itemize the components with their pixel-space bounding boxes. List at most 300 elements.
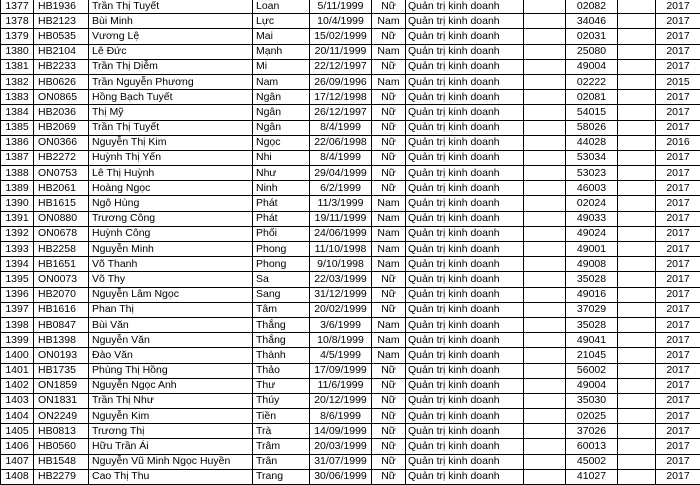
empty-cell [618,211,656,226]
major-cell: Quản trị kinh doanh [406,211,524,226]
dob-cell: 11/10/1998 [310,242,372,257]
student-id-cell: HB2279 [34,469,89,484]
table-row [1,211,700,226]
stt-cell: 1408 [1,469,34,484]
first-name-cell: Ninh [253,181,310,196]
empty-cell [618,196,656,211]
stt-cell: 1406 [1,439,34,454]
year-cell: 2017 [656,44,700,59]
student-id-cell: HB2123 [34,14,89,29]
student-id-cell: HB2104 [34,44,89,59]
empty-cell [524,302,566,317]
score-code-cell: 49001 [566,242,618,257]
score-code-cell: 54015 [566,105,618,120]
stt-cell: 1383 [1,90,34,105]
table-row [1,317,700,332]
table-row [1,424,700,439]
gender-cell: Nữ [372,150,406,165]
dob-cell: 20/11/1999 [310,44,372,59]
stt-cell: 1395 [1,272,34,287]
table-row [1,469,700,484]
last-name-cell: Bùi Văn [89,317,253,332]
last-name-cell: Nguyễn Minh [89,242,253,257]
first-name-cell: Phong [253,242,310,257]
score-code-cell: 49024 [566,226,618,241]
major-cell: Quản trị kinh doanh [406,317,524,332]
year-cell: 2017 [656,29,700,44]
score-code-cell: 46003 [566,181,618,196]
last-name-cell: Huỳnh Thị Yến [89,150,253,165]
year-cell: 2017 [656,59,700,74]
stt-cell: 1403 [1,393,34,408]
empty-cell [618,257,656,272]
stt-cell: 1379 [1,29,34,44]
table-row [1,409,700,424]
empty-cell [618,272,656,287]
dob-cell: 20/02/1999 [310,302,372,317]
first-name-cell: Nam [253,74,310,89]
dob-cell: 11/3/1999 [310,196,372,211]
student-id-cell: ON0678 [34,226,89,241]
table-row [1,150,700,165]
stt-cell: 1378 [1,14,34,29]
empty-cell [618,59,656,74]
gender-cell: Nam [372,14,406,29]
gender-cell: Nữ [372,90,406,105]
table-row [1,348,700,363]
first-name-cell: Trâm [253,439,310,454]
first-name-cell: Ngọc [253,135,310,150]
dob-cell: 4/5/1999 [310,348,372,363]
first-name-cell: Ngân [253,120,310,135]
score-code-cell: 34046 [566,14,618,29]
empty-cell [618,150,656,165]
student-id-cell: HB1615 [34,196,89,211]
stt-cell: 1404 [1,409,34,424]
year-cell: 2017 [656,0,700,14]
year-cell: 2016 [656,135,700,150]
student-id-cell: HB0560 [34,439,89,454]
score-code-cell: 45002 [566,454,618,469]
first-name-cell: Phối [253,226,310,241]
table-row [1,135,700,150]
empty-cell [618,363,656,378]
stt-cell: 1385 [1,120,34,135]
year-cell: 2017 [656,454,700,469]
gender-cell: Nữ [372,105,406,120]
empty-cell [524,196,566,211]
stt-cell: 1387 [1,150,34,165]
stt-cell: 1396 [1,287,34,302]
year-cell: 2017 [656,363,700,378]
score-code-cell: 35028 [566,317,618,332]
first-name-cell: Trang [253,469,310,484]
major-cell: Quản trị kinh doanh [406,226,524,241]
stt-cell: 1401 [1,363,34,378]
table-row [1,166,700,181]
major-cell: Quản trị kinh doanh [406,181,524,196]
gender-cell: Nam [372,44,406,59]
last-name-cell: Nguyễn Vũ Minh Ngọc Huyền [89,454,253,469]
empty-cell [618,120,656,135]
year-cell: 2017 [656,409,700,424]
empty-cell [524,211,566,226]
last-name-cell: Lê Đức [89,44,253,59]
dob-cell: 24/06/1999 [310,226,372,241]
stt-cell: 1388 [1,166,34,181]
gender-cell: Nam [372,74,406,89]
dob-cell: 5/11/1999 [310,0,372,14]
student-id-cell: ON0366 [34,135,89,150]
table-row [1,90,700,105]
dob-cell: 6/2/1999 [310,181,372,196]
score-code-cell: 37026 [566,424,618,439]
table-row [1,242,700,257]
last-name-cell: Trần Thị Tuyết [89,0,253,14]
major-cell: Quản trị kinh doanh [406,0,524,14]
last-name-cell: Trần Nguyễn Phương [89,74,253,89]
last-name-cell: Võ Thy [89,272,253,287]
first-name-cell: Thành [253,348,310,363]
gender-cell: Nữ [372,29,406,44]
year-cell: 2017 [656,378,700,393]
table-body [1,0,700,485]
student-id-cell: HB1398 [34,333,89,348]
major-cell: Quản trị kinh doanh [406,363,524,378]
table-row [1,378,700,393]
last-name-cell: Hồng Bạch Tuyết [89,90,253,105]
table-row [1,439,700,454]
dob-cell: 11/6/1999 [310,378,372,393]
stt-cell: 1405 [1,424,34,439]
empty-cell [524,44,566,59]
year-cell: 2017 [656,424,700,439]
student-id-cell: HB2070 [34,287,89,302]
dob-cell: 8/4/1999 [310,150,372,165]
empty-cell [524,439,566,454]
last-name-cell: Huỳnh Công [89,226,253,241]
gender-cell: Nữ [372,454,406,469]
major-cell: Quản trị kinh doanh [406,287,524,302]
first-name-cell: Phát [253,211,310,226]
dob-cell: 9/10/1998 [310,257,372,272]
student-id-cell: HB1735 [34,363,89,378]
empty-cell [524,333,566,348]
table-row [1,287,700,302]
major-cell: Quản trị kinh doanh [406,242,524,257]
score-code-cell: 02081 [566,90,618,105]
gender-cell: Nam [372,317,406,332]
table-row [1,393,700,408]
dob-cell: 20/12/1999 [310,393,372,408]
year-cell: 2017 [656,272,700,287]
stt-cell: 1392 [1,226,34,241]
gender-cell: Nữ [372,424,406,439]
major-cell: Quản trị kinh doanh [406,105,524,120]
empty-cell [618,393,656,408]
student-id-cell: ON0880 [34,211,89,226]
first-name-cell: Tâm [253,302,310,317]
score-code-cell: 49004 [566,59,618,74]
year-cell: 2017 [656,302,700,317]
student-id-cell: ON0865 [34,90,89,105]
table-row [1,14,700,29]
dob-cell: 19/11/1999 [310,211,372,226]
major-cell: Quản trị kinh doanh [406,348,524,363]
last-name-cell: Phùng Thị Hồng [89,363,253,378]
empty-cell [524,150,566,165]
empty-cell [524,0,566,14]
dob-cell: 10/4/1999 [310,14,372,29]
table-row [1,181,700,196]
empty-cell [618,90,656,105]
student-id-cell: HB2258 [34,242,89,257]
major-cell: Quản trị kinh doanh [406,166,524,181]
year-cell: 2017 [656,287,700,302]
table-row [1,302,700,317]
empty-cell [524,90,566,105]
table-row [1,74,700,89]
gender-cell: Nam [372,226,406,241]
year-cell: 2017 [656,150,700,165]
student-id-cell: HB1548 [34,454,89,469]
empty-cell [524,272,566,287]
gender-cell: Nữ [372,363,406,378]
major-cell: Quản trị kinh doanh [406,272,524,287]
empty-cell [618,44,656,59]
first-name-cell: Sang [253,287,310,302]
stt-cell: 1380 [1,44,34,59]
gender-cell: Nữ [372,166,406,181]
gender-cell: Nữ [372,302,406,317]
major-cell: Quản trị kinh doanh [406,469,524,484]
dob-cell: 26/12/1997 [310,105,372,120]
major-cell: Quản trị kinh doanh [406,90,524,105]
student-id-cell: ON0193 [34,348,89,363]
empty-cell [618,302,656,317]
score-code-cell: 21045 [566,348,618,363]
empty-cell [524,74,566,89]
stt-cell: 1399 [1,333,34,348]
first-name-cell: Như [253,166,310,181]
empty-cell [618,424,656,439]
table-row [1,29,700,44]
empty-cell [524,287,566,302]
dob-cell: 17/09/1999 [310,363,372,378]
first-name-cell: Thảo [253,363,310,378]
empty-cell [524,348,566,363]
gender-cell: Nữ [372,0,406,14]
stt-cell: 1390 [1,196,34,211]
major-cell: Quản trị kinh doanh [406,14,524,29]
score-code-cell: 02024 [566,196,618,211]
last-name-cell: Võ Thanh [89,257,253,272]
gender-cell: Nam [372,242,406,257]
last-name-cell: Hữu Trần Ái [89,439,253,454]
score-code-cell: 56002 [566,363,618,378]
stt-cell: 1377 [1,0,34,14]
gender-cell: Nữ [372,378,406,393]
stt-cell: 1402 [1,378,34,393]
major-cell: Quản trị kinh doanh [406,29,524,44]
year-cell: 2017 [656,226,700,241]
student-id-cell: HB0626 [34,74,89,89]
last-name-cell: Trần Thị Như [89,393,253,408]
empty-cell [618,14,656,29]
gender-cell: Nữ [372,287,406,302]
student-id-cell: HB0535 [34,29,89,44]
major-cell: Quản trị kinh doanh [406,44,524,59]
score-code-cell: 49008 [566,257,618,272]
student-id-cell: HB1651 [34,257,89,272]
empty-cell [618,226,656,241]
stt-cell: 1393 [1,242,34,257]
empty-cell [618,454,656,469]
last-name-cell: Vương Lệ [89,29,253,44]
last-name-cell: Phan Thị [89,302,253,317]
stt-cell: 1382 [1,74,34,89]
major-cell: Quản trị kinh doanh [406,59,524,74]
gender-cell: Nữ [372,181,406,196]
gender-cell: Nữ [372,59,406,74]
table-row [1,44,700,59]
first-name-cell: Thắng [253,333,310,348]
empty-cell [524,29,566,44]
stt-cell: 1394 [1,257,34,272]
empty-cell [524,135,566,150]
empty-cell [524,166,566,181]
first-name-cell: Mạnh [253,44,310,59]
gender-cell: Nam [372,257,406,272]
dob-cell: 22/06/1998 [310,135,372,150]
major-cell: Quản trị kinh doanh [406,454,524,469]
last-name-cell: Lê Thị Huỳnh [89,166,253,181]
first-name-cell: Sa [253,272,310,287]
dob-cell: 3/6/1999 [310,317,372,332]
empty-cell [618,317,656,332]
major-cell: Quản trị kinh doanh [406,196,524,211]
first-name-cell: Lực [253,14,310,29]
empty-cell [524,242,566,257]
year-cell: 2017 [656,196,700,211]
table-row [1,272,700,287]
empty-cell [618,409,656,424]
student-id-cell: HB2036 [34,105,89,120]
dob-cell: 15/02/1999 [310,29,372,44]
score-code-cell: 02031 [566,29,618,44]
year-cell: 2017 [656,181,700,196]
student-id-cell: HB0847 [34,317,89,332]
major-cell: Quản trị kinh doanh [406,393,524,408]
gender-cell: Nữ [372,393,406,408]
empty-cell [618,166,656,181]
student-id-cell: HB2233 [34,59,89,74]
student-id-cell: HB0813 [34,424,89,439]
year-cell: 2017 [656,211,700,226]
dob-cell: 31/07/1999 [310,454,372,469]
last-name-cell: Cao Thị Thu [89,469,253,484]
gender-cell: Nữ [372,120,406,135]
empty-cell [618,105,656,120]
first-name-cell: Phát [253,196,310,211]
gender-cell: Nữ [372,272,406,287]
score-code-cell: 35028 [566,272,618,287]
first-name-cell: Phong [253,257,310,272]
year-cell: 2017 [656,439,700,454]
last-name-cell: Ngô Hùng [89,196,253,211]
empty-cell [618,378,656,393]
last-name-cell: Nguyễn Văn [89,333,253,348]
empty-cell [618,439,656,454]
empty-cell [618,348,656,363]
empty-cell [524,363,566,378]
major-cell: Quản trị kinh doanh [406,302,524,317]
major-cell: Quản trị kinh doanh [406,439,524,454]
empty-cell [524,120,566,135]
empty-cell [618,181,656,196]
year-cell: 2017 [656,166,700,181]
first-name-cell: Mai [253,29,310,44]
table-row [1,59,700,74]
empty-cell [618,135,656,150]
score-code-cell: 53034 [566,150,618,165]
score-code-cell: 49041 [566,333,618,348]
empty-cell [524,469,566,484]
stt-cell: 1381 [1,59,34,74]
last-name-cell: Trần Thị Diễm [89,59,253,74]
last-name-cell: Trương Công [89,211,253,226]
empty-cell [524,393,566,408]
score-code-cell: 35030 [566,393,618,408]
empty-cell [618,29,656,44]
year-cell: 2015 [656,74,700,89]
student-id-cell: HB2069 [34,120,89,135]
table-row [1,0,700,14]
major-cell: Quản trị kinh doanh [406,150,524,165]
score-code-cell: 49033 [566,211,618,226]
gender-cell: Nữ [372,439,406,454]
stt-cell: 1386 [1,135,34,150]
student-id-cell: HB2272 [34,150,89,165]
dob-cell: 17/12/1998 [310,90,372,105]
stt-cell: 1391 [1,211,34,226]
first-name-cell: Thắng [253,317,310,332]
year-cell: 2017 [656,333,700,348]
empty-cell [618,333,656,348]
student-id-cell: HB1616 [34,302,89,317]
empty-cell [524,105,566,120]
dob-cell: 14/09/1999 [310,424,372,439]
major-cell: Quản trị kinh doanh [406,378,524,393]
empty-cell [524,424,566,439]
stt-cell: 1389 [1,181,34,196]
last-name-cell: Nguyễn Thị Kim [89,135,253,150]
student-id-cell: HB2061 [34,181,89,196]
last-name-cell: Trương Thị [89,424,253,439]
score-code-cell: 37029 [566,302,618,317]
last-name-cell: Nguyễn Kim [89,409,253,424]
first-name-cell: Mi [253,59,310,74]
first-name-cell: Thúy [253,393,310,408]
empty-cell [618,74,656,89]
year-cell: 2017 [656,393,700,408]
table-row [1,120,700,135]
year-cell: 2017 [656,90,700,105]
last-name-cell: Đào Văn [89,348,253,363]
empty-cell [524,181,566,196]
score-code-cell: 02025 [566,409,618,424]
empty-cell [618,469,656,484]
